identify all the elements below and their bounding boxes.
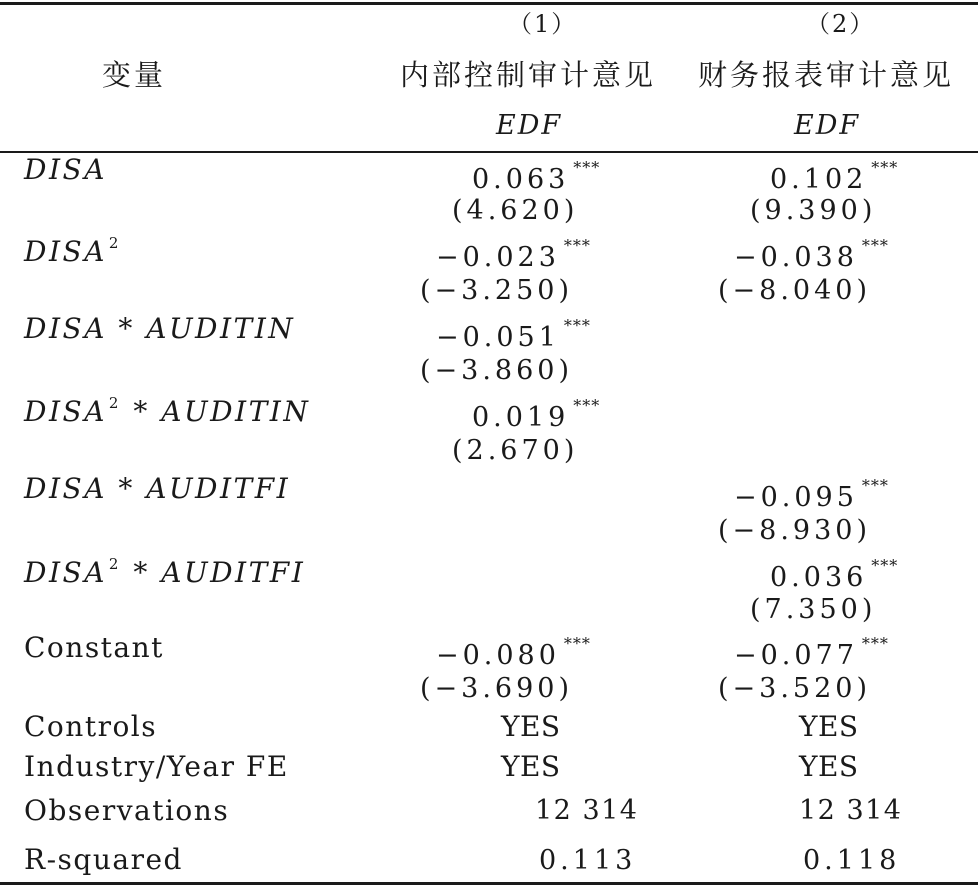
table-top-rule xyxy=(0,2,978,5)
row-label-fixed-effects: Industry/Year FE xyxy=(24,750,289,783)
tstat-cell: (−8.040) xyxy=(718,275,871,306)
fe-col2: YES xyxy=(799,750,859,783)
row-label-disa-auditfi: DISA * AUDITFI xyxy=(24,472,291,505)
coef-cell: −0.095 *** xyxy=(734,476,889,513)
tstat-cell: (4.620) xyxy=(452,195,579,226)
observations-col2: 12 314 xyxy=(799,795,903,826)
col1-dependent-var: EDF xyxy=(496,110,563,141)
tstat-cell: (7.350) xyxy=(750,594,877,625)
row-label-constant: Constant xyxy=(24,631,164,664)
tstat-cell: (−8.930) xyxy=(718,515,871,546)
col2-number: （2） xyxy=(806,10,876,38)
col1-number: （1） xyxy=(508,10,578,38)
coef-cell: −0.038 *** xyxy=(734,236,889,273)
coef-cell: −0.077 *** xyxy=(734,634,889,671)
rsquared-col1: 0.113 xyxy=(539,845,637,876)
row-label-disa-squared-auditfi: DISA $^2$ * AUDITFI xyxy=(24,555,306,589)
tstat-cell: (2.670) xyxy=(452,435,579,466)
tstat-cell: (−3.690) xyxy=(420,673,573,704)
coef-cell: 0.102 *** xyxy=(770,158,899,195)
table-header-rule xyxy=(0,151,978,153)
row-label-disa-squared-auditin: DISA $^2$ * AUDITIN xyxy=(24,394,311,428)
col2-title: 财务报表审计意见 xyxy=(698,58,955,92)
coef-cell: 0.019 *** xyxy=(472,396,601,433)
coef-cell: −0.080 *** xyxy=(436,634,591,671)
col1-title: 内部控制审计意见 xyxy=(400,58,657,92)
row-label-controls: Controls xyxy=(24,710,158,743)
coef-cell: −0.051 *** xyxy=(436,316,591,353)
row-label-observations: Observations xyxy=(24,794,230,827)
row-label-r-squared: R-squared xyxy=(24,843,183,876)
coef-cell: 0.036 *** xyxy=(770,556,899,593)
controls-col1: YES xyxy=(501,710,561,743)
coef-cell: −0.023 *** xyxy=(436,236,591,273)
observations-col1: 12 314 xyxy=(535,795,639,826)
controls-col2: YES xyxy=(799,710,859,743)
row-label-disa-squared: DISA $^2$ xyxy=(24,234,121,268)
coef-cell: 0.063 *** xyxy=(472,158,601,195)
tstat-cell: (−3.250) xyxy=(420,275,573,306)
fe-col1: YES xyxy=(501,750,561,783)
table-bottom-rule xyxy=(0,882,978,885)
row-label-disa: DISA xyxy=(24,153,107,186)
variable-header: 变量 xyxy=(102,58,167,92)
tstat-cell: (−3.520) xyxy=(718,673,871,704)
col2-dependent-var: EDF xyxy=(794,110,861,141)
row-label-disa-auditin: DISA * AUDITIN xyxy=(24,312,296,345)
tstat-cell: (−3.860) xyxy=(420,355,573,386)
tstat-cell: (9.390) xyxy=(750,195,877,226)
rsquared-col2: 0.118 xyxy=(803,845,901,876)
